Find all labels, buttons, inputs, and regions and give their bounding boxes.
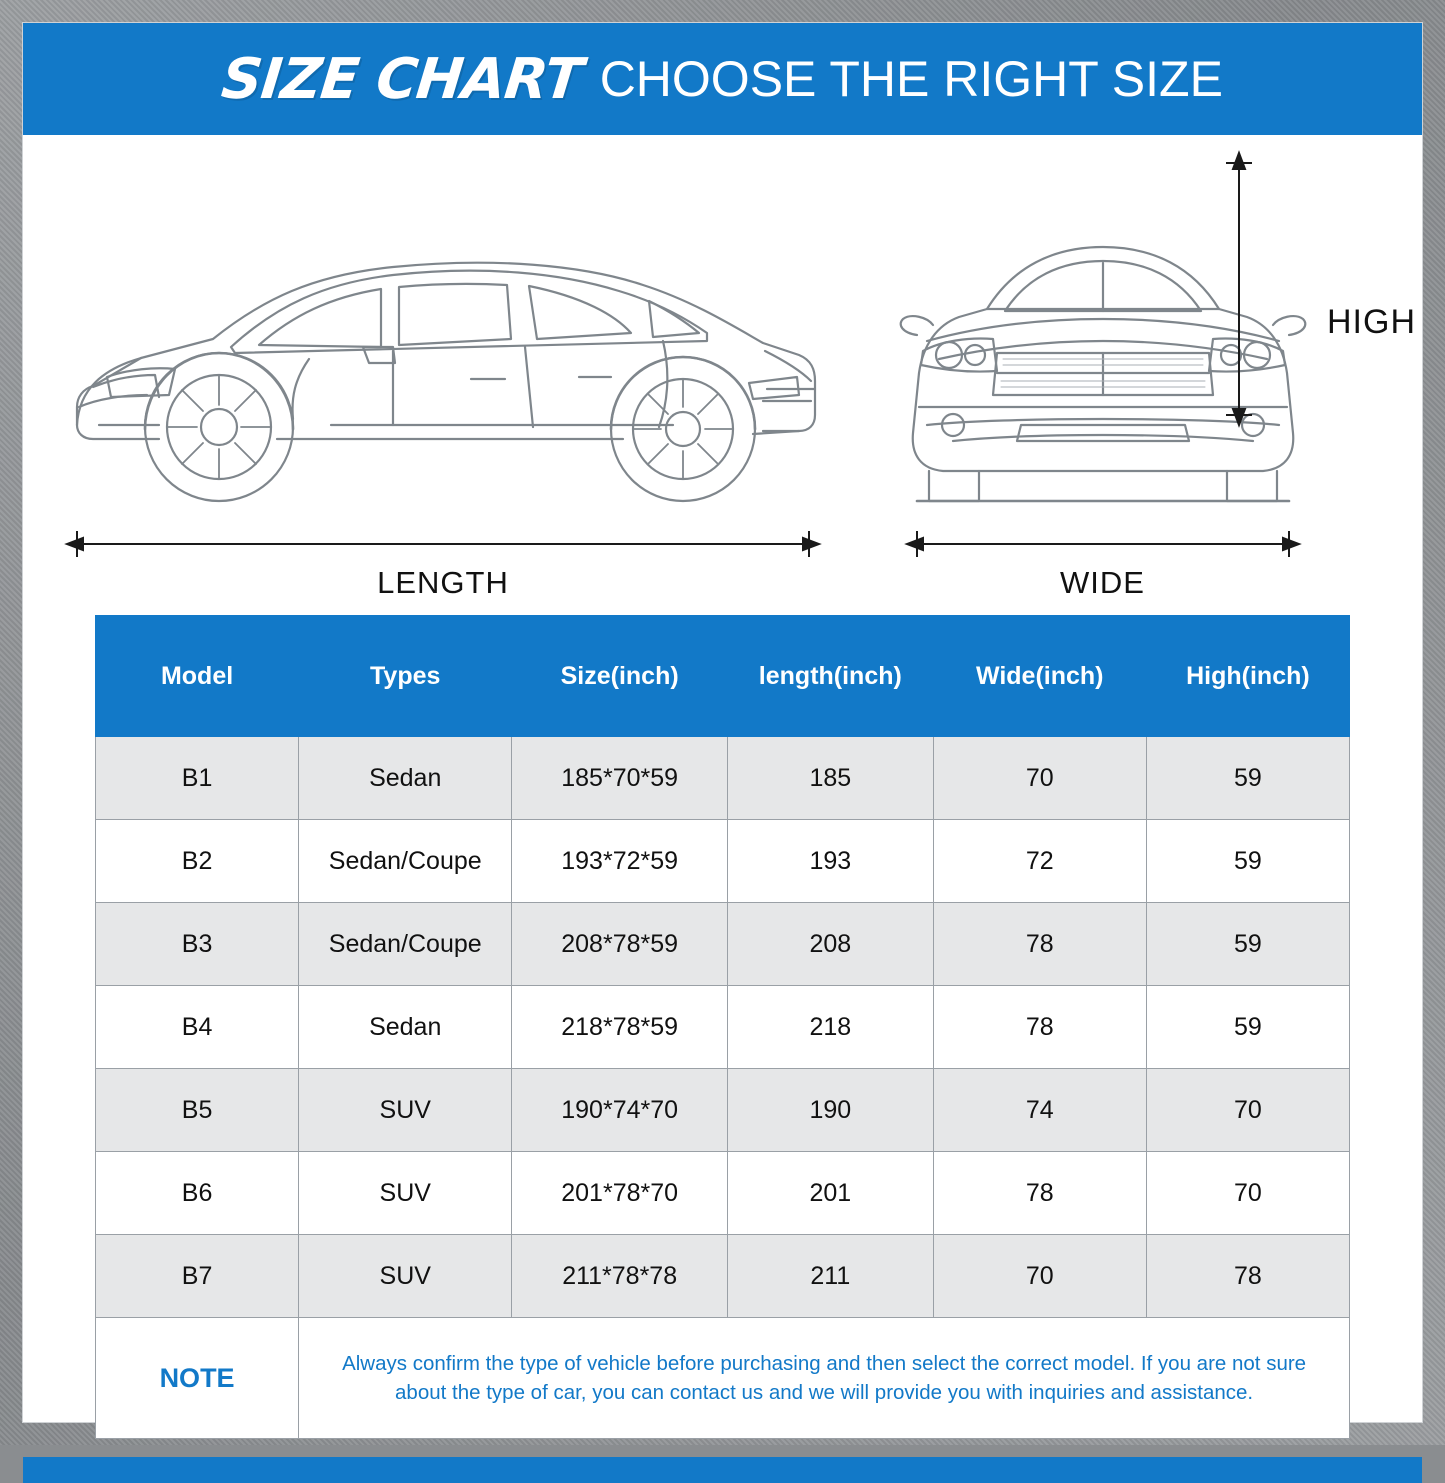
- cell-model: B6: [96, 1152, 299, 1235]
- cell-wide: 74: [933, 1069, 1146, 1152]
- cell-length: 211: [728, 1235, 934, 1318]
- illustration-band: [23, 135, 1422, 605]
- length-dimension-arrow: [63, 529, 823, 559]
- cell-wide: 70: [933, 737, 1146, 820]
- cell-type: SUV: [299, 1069, 512, 1152]
- size-table-wrap: [23, 605, 1422, 1439]
- cell-type: SUV: [299, 1235, 512, 1318]
- table-row: [96, 1069, 1350, 1152]
- cell-wide: 70: [933, 1235, 1146, 1318]
- cell-model: B5: [96, 1069, 299, 1152]
- note-label: NOTE: [96, 1318, 299, 1439]
- note-row: [96, 1318, 1350, 1439]
- table-head: [96, 616, 1350, 737]
- car-side-view-icon: [63, 229, 823, 529]
- cell-type: Sedan/Coupe: [299, 820, 512, 903]
- cell-size: 211*78*78: [512, 1235, 728, 1318]
- wide-dimension-arrow: [893, 529, 1313, 559]
- column-header-model: Model: [96, 616, 299, 737]
- cell-length: 218: [728, 986, 934, 1069]
- cell-type: Sedan: [299, 737, 512, 820]
- cell-length: 201: [728, 1152, 934, 1235]
- cell-high: 70: [1146, 1152, 1349, 1235]
- cell-high: 70: [1146, 1069, 1349, 1152]
- page-title-strong: SIZE CHART: [218, 46, 586, 112]
- cell-high: 59: [1146, 737, 1349, 820]
- high-label: HIGH: [1327, 303, 1416, 341]
- column-header-size: Size(inch): [512, 616, 728, 737]
- cell-type: Sedan: [299, 986, 512, 1069]
- poster-card: [22, 22, 1423, 1423]
- length-label: LENGTH: [377, 565, 509, 600]
- cell-length: 193: [728, 820, 934, 903]
- table-body: [96, 737, 1350, 1439]
- cell-length: 190: [728, 1069, 934, 1152]
- cell-wide: 78: [933, 986, 1146, 1069]
- cell-high: 59: [1146, 986, 1349, 1069]
- cell-size: 201*78*70: [512, 1152, 728, 1235]
- column-header-types: Types: [299, 616, 512, 737]
- cell-type: SUV: [299, 1152, 512, 1235]
- cell-high: 59: [1146, 820, 1349, 903]
- cell-size: 185*70*59: [512, 737, 728, 820]
- table-row: [96, 1235, 1350, 1318]
- cell-model: B3: [96, 903, 299, 986]
- cell-type: Sedan/Coupe: [299, 903, 512, 986]
- cell-model: B7: [96, 1235, 299, 1318]
- table-row: [96, 737, 1350, 820]
- column-header-length: length(inch): [728, 616, 934, 737]
- cell-high: 59: [1146, 903, 1349, 986]
- cell-model: B4: [96, 986, 299, 1069]
- table-row: [96, 986, 1350, 1069]
- note-text: Always confirm the type of vehicle before purchasing and then select the correct model. If you are not sure about the type of car, you can contact us and we will provide you with inquiries and assistance.: [299, 1318, 1350, 1439]
- high-dimension-arrow: [1224, 149, 1254, 429]
- cell-wide: 72: [933, 820, 1146, 903]
- side-view-group: [63, 153, 823, 605]
- table-row: [96, 1152, 1350, 1235]
- wide-label: WIDE: [1060, 565, 1145, 600]
- cell-model: B1: [96, 737, 299, 820]
- header-banner: [23, 23, 1422, 135]
- front-view-group: [823, 153, 1382, 605]
- table-header-row: [96, 616, 1350, 737]
- size-table: [95, 615, 1350, 1439]
- table-row: [96, 820, 1350, 903]
- column-header-high: High(inch): [1146, 616, 1349, 737]
- page-title-rest: CHOOSE THE RIGHT SIZE: [599, 51, 1223, 107]
- cell-length: 185: [728, 737, 934, 820]
- cell-length: 208: [728, 903, 934, 986]
- cell-size: 208*78*59: [512, 903, 728, 986]
- cell-high: 78: [1146, 1235, 1349, 1318]
- cell-size: 218*78*59: [512, 986, 728, 1069]
- cell-wide: 78: [933, 1152, 1146, 1235]
- cell-wide: 78: [933, 903, 1146, 986]
- table-row: [96, 903, 1350, 986]
- cell-model: B2: [96, 820, 299, 903]
- footer-bar: [23, 1457, 1422, 1483]
- column-header-wide: Wide(inch): [933, 616, 1146, 737]
- cell-size: 190*74*70: [512, 1069, 728, 1152]
- cell-size: 193*72*59: [512, 820, 728, 903]
